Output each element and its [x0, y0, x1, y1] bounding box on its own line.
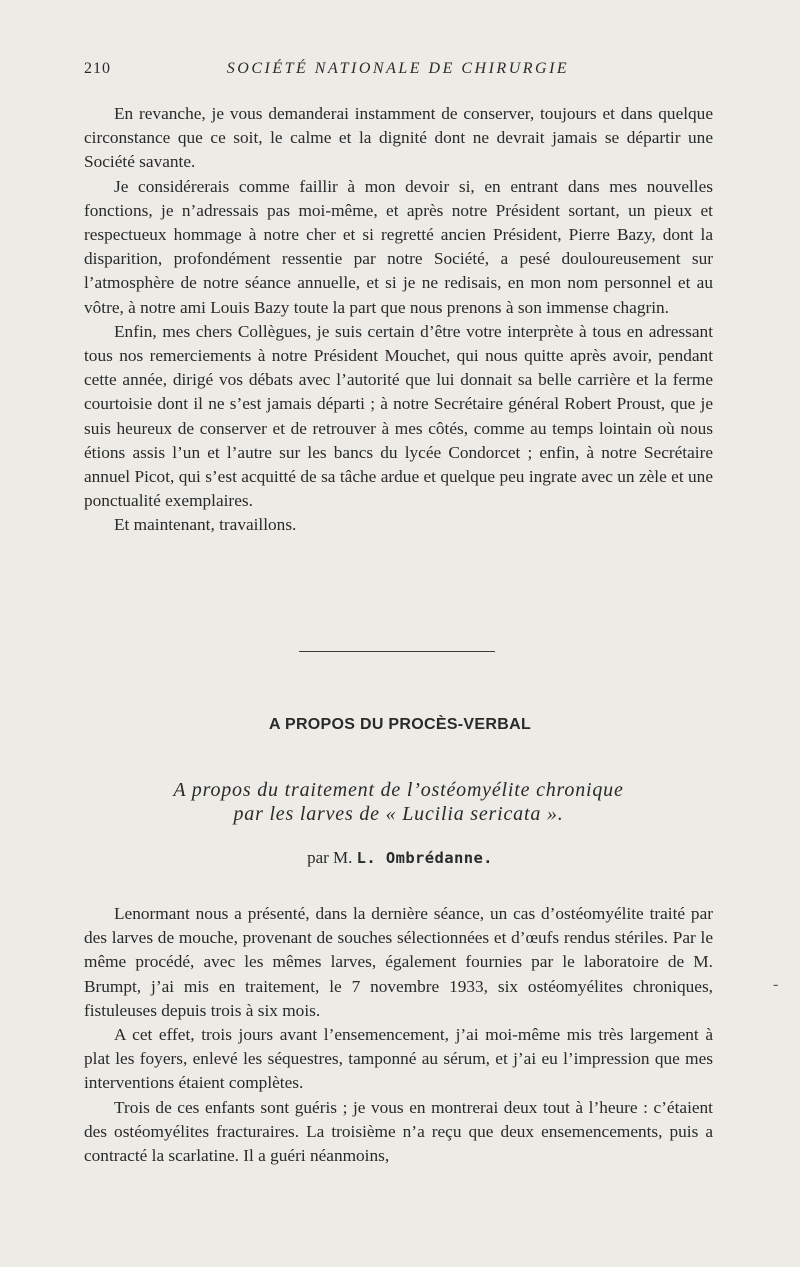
- body-text-top: [84, 102, 713, 538]
- page-header: [84, 60, 712, 82]
- article-title: [84, 778, 713, 826]
- paragraph: Lenormant nous a présenté, dans la dernière séance, un cas d’ostéomyélite traité par des larves de mouche, provenant de souches sélectionnées et d’œufs rendus stériles. Par le même procédé, avec les mêmes larves, également fournies par le laboratoire de M. Brumpt, j’ai mis en traitement, le 7 novembre 1933, six ostéomyélites chroniques, fistuleuses depuis trois à six mois.: [84, 904, 713, 1020]
- page-number: 210: [84, 60, 111, 77]
- author-name: L. Ombrédanne.: [356, 849, 493, 867]
- byline-prefix: par M.: [307, 848, 353, 867]
- margin-mark: -: [773, 976, 779, 993]
- article-title-line-2: par les larves de « Lucilia sericata ».: [233, 803, 564, 825]
- section-divider: [299, 651, 495, 652]
- paragraph: Trois de ces enfants sont guéris ; je vous en montrerai deux tout à l’heure : c’étaient des ostéomyélites fracturaires. La troisième n’a reçu que deux ensemencements, puis a contracté la scarlatine. Il a guéri néanmoins,: [84, 1097, 713, 1166]
- paragraph: A cet effet, trois jours avant l’ensemencement, j’ai moi-même mis très largement à plat les foyers, enlevé les séquestres, tamponné au sérum, et j’ai eu l’impression que mes interventions étaient complètes.: [84, 1025, 713, 1093]
- body-text-bottom: [84, 902, 713, 1168]
- section-heading: A PROPOS DU PROCÈS-VERBAL: [268, 716, 532, 733]
- paragraph: En revanche, je vous demanderai instamment de conserver, toujours et dans quelque circonstance que ce soit, le calme et la dignité dont ne devrait jamais se départir une Société savante.: [84, 104, 713, 172]
- paragraph: Je considérerais comme faillir à mon devoir si, en entrant dans mes nouvelles fonctions, je n’adressais pas moi-même, et après notre Président sortant, un pieux et respectueux hommage à notre cher et si regretté ancien Président, Pierre Bazy, dont la disparition, profondément ressentie par notre Société, a pesé douloureusement sur l’atmosphère de notre séance annuelle, et si je ne redisais, en mon nom personnel et au vôtre, à notre ami Louis Bazy toute la part que nous prenons à son immense chagrin.: [84, 176, 713, 317]
- paragraph: Et maintenant, travaillons.: [114, 515, 297, 535]
- paragraph: Enfin, mes chers Collègues, je suis certain d’être votre interprète à tous en adressant tous nos remerciements à notre Président Mouchet, qui nous quitte après avoir, pendant cette année, dirigé vos débats avec l’autorité que lui donnait sa belle carrière et la ferme courtoisie dont il ne s’est jamais départi ; à notre Secrétaire général Robert Proust, que je suis heureux de conserver et de retrouver à mes côtés, comme au temps lointain où nous étions assis l’un et l’autre sur les bancs du lycée Condorcet ; enfin, à notre Secrétaire annuel Picot, qui s’est acquitté de sa tâche ardue et quelque peu ingrate avec un zèle et une ponctualité exemplaires.: [84, 321, 713, 511]
- running-head: SOCIÉTÉ NATIONALE DE CHIRURGIE: [226, 60, 570, 77]
- byline: [0, 848, 800, 868]
- article-title-line-1: A propos du traitement de l’ostéomyélite chronique: [173, 779, 624, 801]
